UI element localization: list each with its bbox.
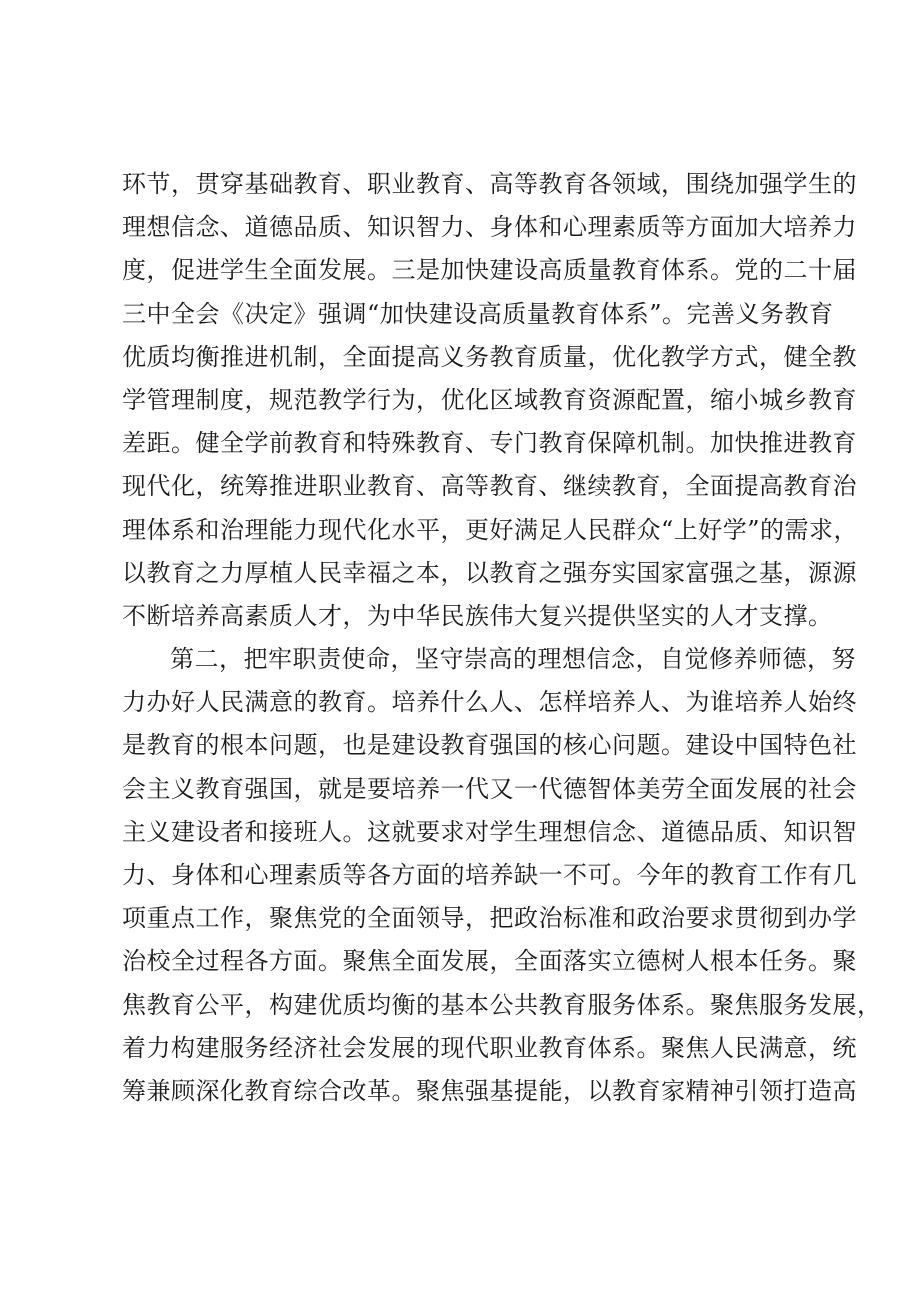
text-line: 筹兼顾深化教育综合改革。聚焦强基提能，以教育家精神引领打造高	[122, 1076, 857, 1105]
body-text	[122, 163, 882, 1113]
paragraph-start-line: 第二，把牢职责使命，坚守崇高的理想信念，自觉修养师德，努	[170, 645, 856, 674]
text-line: 优质均衡推进机制，全面提高义务教育质量，优化教学方式，健全教	[122, 342, 857, 371]
text-line: 理体系和治理能力现代化水平，更好满足人民群众“上好学”的需求，	[122, 515, 859, 544]
text-line: 以教育之力厚植人民幸福之本，以教育之强夯实国家富强之基，源源	[122, 558, 857, 587]
text-line: 是教育的根本问题，也是建设教育强国的核心问题。建设中国特色社	[122, 731, 857, 760]
text-line: 度，促进学生全面发展。三是加快建设高质量教育体系。党的二十届	[122, 256, 857, 285]
paragraph-end-line: 不断培养高素质人才，为中华民族伟大复兴提供坚实的人才支撑。	[122, 601, 833, 630]
text-line: 学管理制度，规范教学行为，优化区域教育资源配置，缩小城乡教育	[122, 385, 857, 414]
text-line: 焦教育公平，构建优质均衡的基本公共教育服务体系。聚焦服务发展，	[122, 990, 882, 1019]
text-line: 会主义教育强国，就是要培养一代又一代德智体美劳全面发展的社会	[122, 774, 857, 803]
text-line: 现代化，统筹推进职业教育、高等教育、继续教育，全面提高教育治	[122, 472, 857, 501]
text-line: 治校全过程各方面。聚焦全面发展，全面落实立德树人根本任务。聚	[122, 947, 857, 976]
text-line: 差距。健全学前教育和特殊教育、专门教育保障机制。加快推进教育	[122, 429, 857, 458]
text-line: 着力构建服务经济社会发展的现代职业教育体系。聚焦人民满意，统	[122, 1033, 857, 1062]
text-line: 项重点工作，聚焦党的全面领导，把政治标准和政治要求贯彻到办学	[122, 904, 857, 933]
text-line: 主义建设者和接班人。这就要求对学生理想信念、道德品质、知识智	[122, 817, 857, 846]
text-line: 三中全会《决定》强调“加快建设高质量教育体系”。完善义务教育	[122, 299, 834, 328]
text-line: 环节，贯穿基础教育、职业教育、高等教育各领域，围绕加强学生的	[122, 170, 857, 198]
text-line: 理想信念、道德品质、知识智力、身体和心理素质等方面加大培养力	[122, 213, 857, 242]
text-line: 力、身体和心理素质等各方面的培养缺一不可。今年的教育工作有几	[122, 861, 857, 889]
text-line: 力办好人民满意的教育。培养什么人、怎样培养人、为谁培养人始终	[122, 688, 857, 717]
